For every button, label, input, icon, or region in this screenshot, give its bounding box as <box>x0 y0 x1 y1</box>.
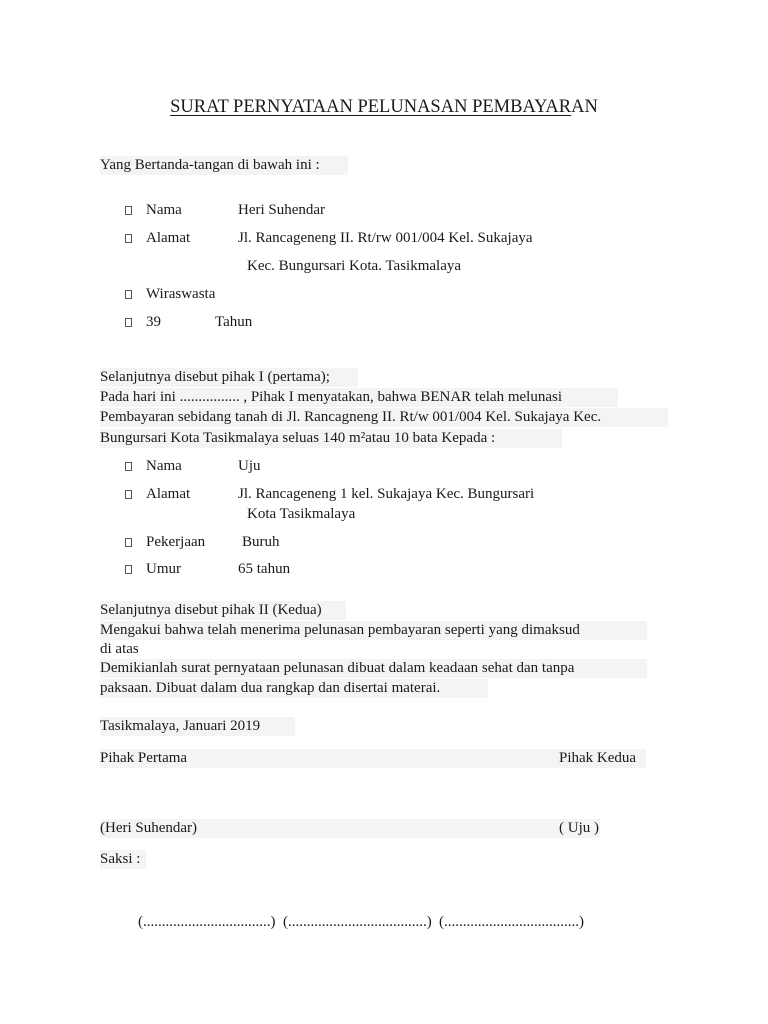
party1-address-line1: Jl. Rancageneng II. Rt/rw 001/004 Kel. Sukajaya <box>238 230 533 246</box>
place-date: Tasikmalaya, Januari 2019 <box>100 717 295 736</box>
para2-line: Demikianlah surat pernyataan pelunasan dibuat dalam keadaan sehat dan tanpa <box>100 659 647 678</box>
para1-line: Bungursari Kota Tasikmalaya seluas 140 m²atau 10 bata Kepada : <box>100 429 562 448</box>
bullet-icon <box>125 490 132 499</box>
party2-job-label: Pekerjaan <box>146 534 206 550</box>
party2-address-line1: Jl. Rancageneng 1 kel. Sukajaya Kec. Bungursari <box>238 486 535 502</box>
party1-name-value: Heri Suhendar <box>238 202 326 218</box>
bullet-icon <box>125 318 132 327</box>
party2-job-value: Buruh <box>242 534 280 550</box>
title-tail: AN <box>571 97 598 117</box>
para1-line: Pembayaran sebidang tanah di Jl. Rancagneng II. Rt/w 001/004 Kel. Sukajaya Kec. <box>100 408 668 427</box>
para1-line: Selanjutnya disebut pihak I (pertama); <box>100 368 358 387</box>
bullet-icon <box>125 538 132 547</box>
para2-line: Selanjutnya disebut pihak II (Kedua) <box>100 601 346 620</box>
party1-occupation: Wiraswasta <box>146 286 216 302</box>
signature-name-row <box>100 819 600 838</box>
para2-line: Mengakui bahwa telah menerima pelunasan pembayaran seperti yang dimaksud <box>100 621 647 640</box>
party1-age-value: 39 <box>146 314 161 330</box>
party1-address-label: Alamat <box>146 230 191 246</box>
document-title <box>0 96 768 118</box>
first-party-label: Pihak Pertama <box>100 750 188 766</box>
party2-name-value: Uju <box>238 458 261 474</box>
party2-address-label: Alamat <box>146 486 191 502</box>
bullet-icon <box>125 462 132 471</box>
bullet-icon <box>125 290 132 299</box>
party1-age-unit: Tahun <box>215 314 253 330</box>
party1-address-line2: Kec. Bungursari Kota. Tasikmalaya <box>247 258 462 274</box>
party2-name-label: Nama <box>146 458 182 474</box>
bullet-icon <box>125 206 132 215</box>
para2-line: di atas <box>100 641 139 657</box>
second-party-label: Pihak Kedua <box>559 750 637 766</box>
second-party-name: ( Uju ) <box>559 820 599 836</box>
para1-line: Pada hari ini ................ , Pihak I menyatakan, bahwa BENAR telah melunasi <box>100 388 618 407</box>
party2-address-line2: Kota Tasikmalaya <box>247 506 356 522</box>
party2-age-value: 65 tahun <box>238 561 291 577</box>
witness-slot: (.....................................) <box>283 914 432 930</box>
bullet-icon <box>125 234 132 243</box>
para2-line: paksaan. Dibuat dalam dua rangkap dan disertai materai. <box>100 679 488 698</box>
party1-name-label: Nama <box>146 202 182 218</box>
first-party-name: (Heri Suhendar) <box>100 820 198 836</box>
party2-age-label: Umur <box>146 561 181 577</box>
witness-label: Saksi : <box>100 850 146 869</box>
bullet-icon <box>125 565 132 574</box>
witness-slot: (....................................) <box>439 914 584 930</box>
title-underlined: SURAT PERNYATAAN PELUNASAN PEMBAYAR <box>170 97 572 117</box>
intro-text: Yang Bertanda-tangan di bawah ini : <box>100 156 348 175</box>
witness-slot: (..................................) <box>138 914 276 930</box>
